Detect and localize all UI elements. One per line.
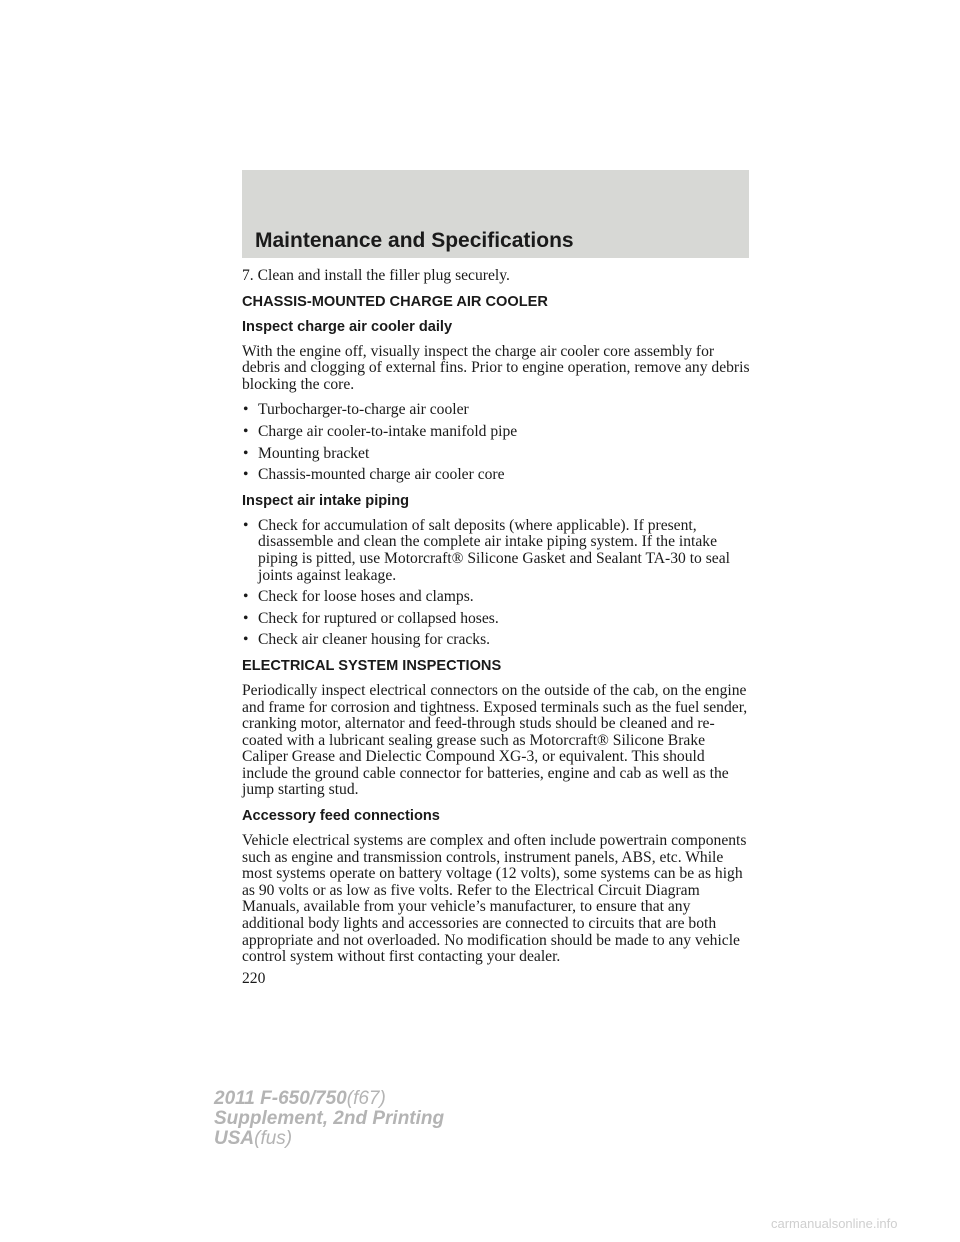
list-item: • Charge air cooler-to-intake manifold pipe bbox=[243, 422, 518, 440]
subheading-inspect-cooler: Inspect charge air cooler daily bbox=[242, 318, 453, 335]
section-title: Maintenance and Specifications bbox=[255, 229, 574, 252]
bullet-icon: • bbox=[243, 631, 249, 649]
bullet-list-cooler-parts bbox=[242, 402, 754, 483]
bullet-icon: • bbox=[243, 422, 249, 440]
bullet-icon: • bbox=[243, 609, 249, 627]
paragraph-accessory-feed: Vehicle electrical systems are complex and often include powertrain components such as engine and transmission controls, instrument panels, ABS, etc. While most systems operate on battery voltage (12 volts), some systems can be as high as 90 volts or as low as five volts. Refer to the Electrical Circuit Diagram Manuals, available from your vehicle’s manufacturer, to ensure that any additional body lights and accessories are connected to circuits that are both appropriate and not overloaded. No modification should be made to any vehicle control system without first contacting your dealer. bbox=[242, 832, 747, 966]
paragraph-electrical: Periodically inspect electrical connectors on the outside of the cab, on the engine and frame for corrosion and tightness. Exposed terminals such as the fuel sender, cranking motor, alternator and feed-through studs should be cleaned and re-coated with a lubricant sealing grease such as Motorcraft® Silicone Brake Caliper Grease and Dielectic Compound XG-3, or equivalent. This should include the ground cable connector for batteries, engine and cab as well as the jump starting stud. bbox=[242, 681, 748, 799]
list-item: • Mounting bracket bbox=[243, 444, 370, 462]
subheading-accessory-feed: Accessory feed connections bbox=[242, 808, 440, 825]
bullet-icon: • bbox=[243, 444, 249, 462]
bullet-icon: • bbox=[243, 516, 249, 534]
bullet-icon: • bbox=[243, 588, 249, 606]
list-item: • Check for loose hoses and clamps. bbox=[243, 588, 474, 606]
watermark: carmanualsonline.info bbox=[771, 1216, 898, 1231]
list-item: • Check air cleaner housing for cracks. bbox=[243, 631, 491, 649]
section-heading-charge-air-cooler: CHASSIS-MOUNTED CHARGE AIR COOLER bbox=[242, 293, 548, 310]
subheading-air-intake-piping: Inspect air intake piping bbox=[242, 492, 410, 509]
bullet-list-intake-checks bbox=[242, 518, 754, 649]
footer-line-printing: Supplement, 2nd Printing bbox=[214, 1108, 445, 1129]
footer-line-model: 2011 F-650/750(f67) bbox=[214, 1088, 386, 1109]
print-footer bbox=[214, 1089, 444, 1149]
section-heading-electrical: ELECTRICAL SYSTEM INSPECTIONS bbox=[242, 657, 502, 674]
step-7-text: 7. Clean and install the filler plug securely. bbox=[242, 267, 510, 284]
page-body bbox=[242, 268, 754, 987]
list-item: • Turbocharger-to-charge air cooler bbox=[243, 401, 469, 419]
bullet-icon: • bbox=[243, 401, 249, 419]
page-number: 220 bbox=[242, 969, 266, 987]
footer-line-market: USA(fus) bbox=[214, 1128, 293, 1149]
bullet-icon: • bbox=[243, 466, 249, 484]
list-item: • Check for accumulation of salt deposits (where applicable). If present, disassemble and clean the complete air intake piping system. If the intake piping is pitted, use Motorcraft® Silicone Gasket and Sealant TA-30 to seal joints against leakage. bbox=[243, 516, 730, 584]
list-item: • Chassis-mounted charge air cooler core bbox=[243, 466, 505, 484]
list-item: • Check for ruptured or collapsed hoses. bbox=[243, 609, 499, 627]
paragraph-inspect-cooler: With the engine off, visually inspect the charge air cooler core assembly for debris and clogging of external fins. Prior to engine operation, remove any debris blocking the core. bbox=[242, 342, 750, 393]
